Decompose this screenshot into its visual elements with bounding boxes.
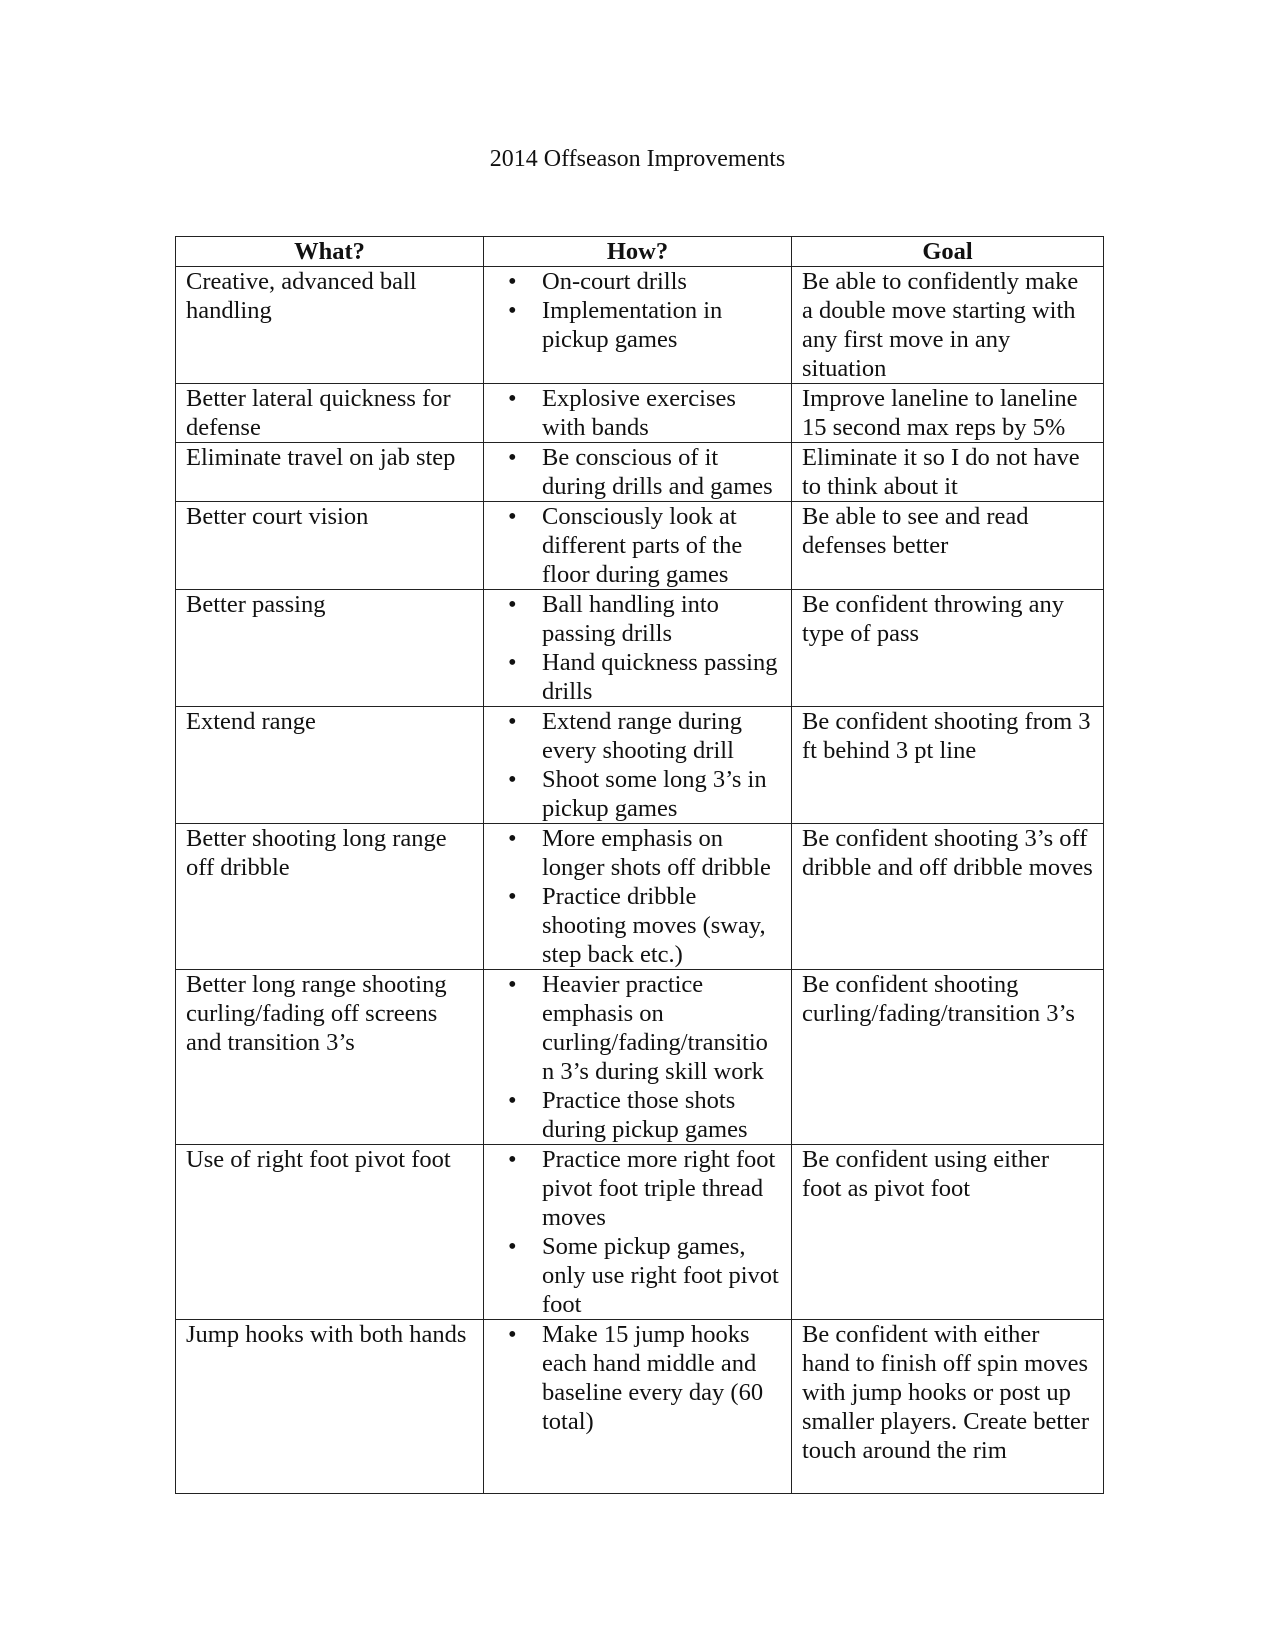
what-cell: Better court vision	[176, 502, 484, 590]
how-bullet: • More emphasis on longer shots off dribble	[542, 824, 781, 882]
how-cell	[484, 443, 792, 502]
goal-cell: Improve laneline to laneline 15 second max reps by 5%	[792, 384, 1104, 443]
what-cell: Better long range shooting curling/fading off screens and transition 3’s	[176, 970, 484, 1145]
how-bullet: • Hand quickness passing drills	[542, 648, 781, 706]
how-cell	[484, 384, 792, 443]
header-goal: Goal	[792, 237, 1104, 267]
how-cell	[484, 502, 792, 590]
how-cell	[484, 267, 792, 384]
table-row	[176, 267, 1104, 384]
what-cell: Creative, advanced ball handling	[176, 267, 484, 384]
goal-cell: Be able to see and read defenses better	[792, 502, 1104, 590]
how-cell	[484, 970, 792, 1145]
how-bullet: • Ball handling into passing drills	[542, 590, 781, 648]
how-bullet: • Extend range during every shooting drill	[542, 707, 781, 765]
how-cell	[484, 707, 792, 824]
what-cell: Better lateral quickness for defense	[176, 384, 484, 443]
how-bullet: • Consciously look at different parts of the floor during games	[542, 502, 781, 589]
how-bullet: • On-court drills	[542, 267, 781, 296]
page-title: 2014 Offseason Improvements	[489, 146, 786, 172]
goal-cell: Be confident using either foot as pivot foot	[792, 1145, 1104, 1320]
table-row	[176, 970, 1104, 1145]
table-row	[176, 590, 1104, 707]
header-what: What?	[176, 237, 484, 267]
goal-cell: Eliminate it so I do not have to think about it	[792, 443, 1104, 502]
what-cell: Eliminate travel on jab step	[176, 443, 484, 502]
how-bullet: • Explosive exercises with bands	[542, 384, 781, 442]
improvements-table	[175, 236, 1104, 1494]
how-cell	[484, 1320, 792, 1494]
how-cell	[484, 1145, 792, 1320]
goal-cell: Be confident shooting curling/fading/transition 3’s	[792, 970, 1104, 1145]
how-bullet: • Make 15 jump hooks each hand middle and baseline every day (60 total)	[542, 1320, 781, 1436]
goal-cell: Be confident shooting from 3 ft behind 3 pt line	[792, 707, 1104, 824]
what-cell: Jump hooks with both hands	[176, 1320, 484, 1494]
goal-cell: Be confident with either hand to finish off spin moves with jump hooks or post up smaller players. Create better touch around the rim	[792, 1320, 1104, 1494]
what-cell: Extend range	[176, 707, 484, 824]
how-bullet: • Be conscious of it during drills and games	[542, 443, 781, 501]
how-bullet: • Practice more right foot pivot foot triple thread moves	[542, 1145, 781, 1232]
table-row	[176, 443, 1104, 502]
how-bullet: • Some pickup games, only use right foot pivot foot	[542, 1232, 781, 1319]
goal-cell: Be confident shooting 3’s off dribble and off dribble moves	[792, 824, 1104, 970]
what-cell: Better passing	[176, 590, 484, 707]
table-row	[176, 824, 1104, 970]
how-bullet: • Practice those shots during pickup games	[542, 1086, 781, 1144]
how-bullet: • Shoot some long 3’s in pickup games	[542, 765, 781, 823]
table-header-row	[176, 237, 1104, 267]
table-row	[176, 1145, 1104, 1320]
goal-cell: Be able to confidently make a double move starting with any first move in any situation	[792, 267, 1104, 384]
how-bullet: • Heavier practice emphasis on curling/fading/transitio n 3’s during skill work	[542, 970, 781, 1086]
how-bullet: • Implementation in pickup games	[542, 296, 781, 354]
table-row	[176, 1320, 1104, 1494]
table-row	[176, 384, 1104, 443]
what-cell: Use of right foot pivot foot	[176, 1145, 484, 1320]
table-row	[176, 707, 1104, 824]
how-cell	[484, 590, 792, 707]
what-cell: Better shooting long range off dribble	[176, 824, 484, 970]
goal-cell: Be confident throwing any type of pass	[792, 590, 1104, 707]
table-row	[176, 502, 1104, 590]
how-bullet: • Practice dribble shooting moves (sway, step back etc.)	[542, 882, 781, 969]
how-cell	[484, 824, 792, 970]
header-how: How?	[484, 237, 792, 267]
